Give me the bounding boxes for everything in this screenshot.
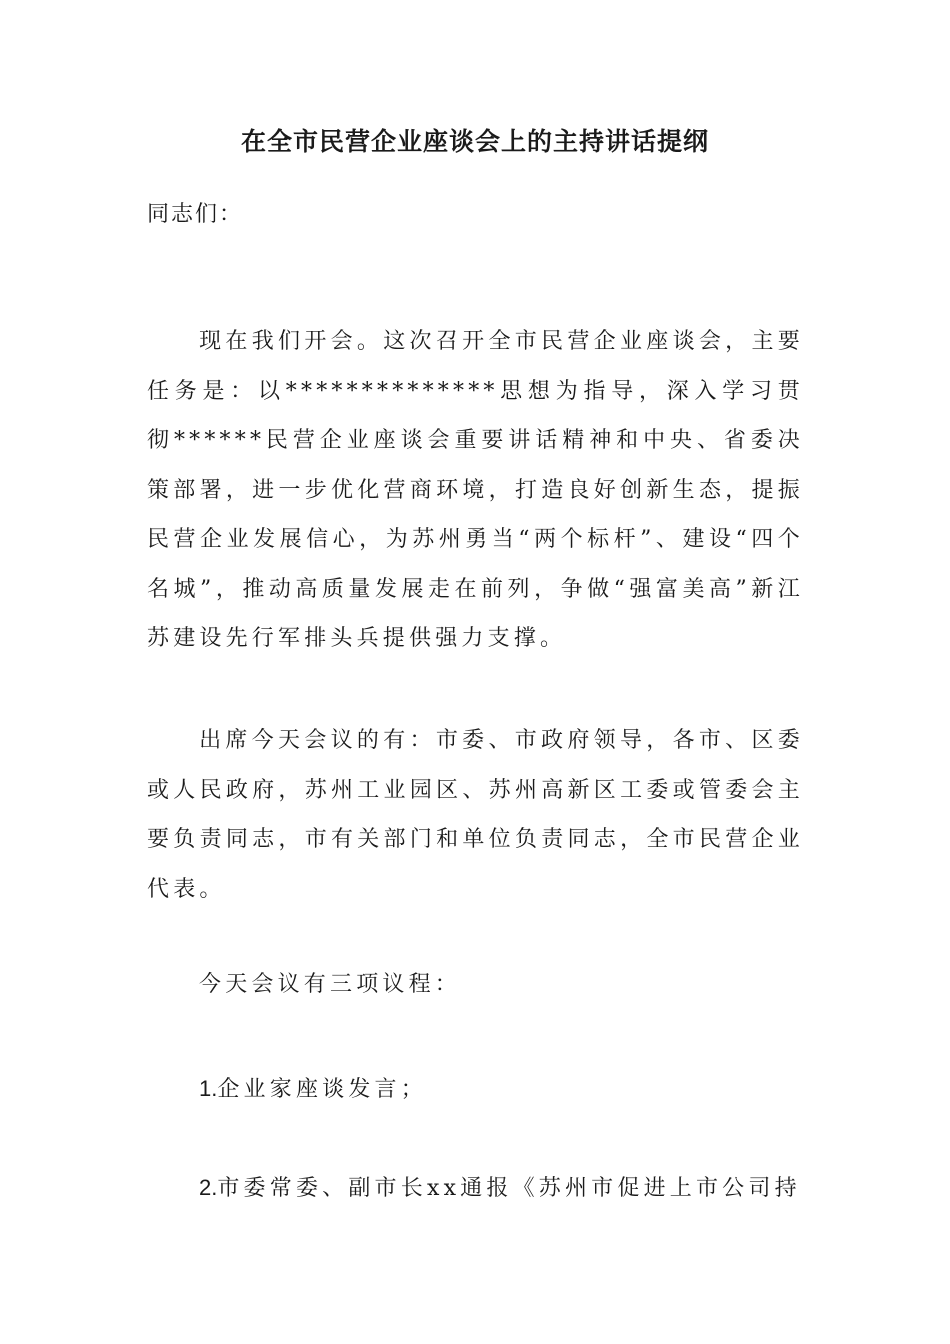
agenda-item-number: 2. xyxy=(199,1175,218,1200)
agenda-item-1 xyxy=(147,1064,804,1115)
paragraph-agenda-intro xyxy=(147,960,804,1010)
document-title: 在全市民营企业座谈会上的主持讲话提纲 xyxy=(240,127,709,156)
agenda-item-text: 企业家座谈发言； xyxy=(217,1077,427,1102)
paragraph-text: 现在我们开会。这次召开全市民营企业座谈会，主要任务是：以**************思想为指导，深入学习贯彻******民营企业座谈会重要讲话精神和中央、省委决策部署，进一步优化营商环境，打造良好创新生态，提振民营企业发展信心，为苏州勇当“两个标杆”、建设“四个名城”，推动高质量发展走在前列，争做“强富美高”新江苏建设先行军排头兵提供强力支撑。 xyxy=(147,329,804,651)
agenda-item-number: 1. xyxy=(199,1076,218,1101)
salutation: 同志们： xyxy=(147,202,244,227)
agenda-item-2 xyxy=(147,1163,804,1214)
agenda-item-text: 市委常委、副市长xx通报《苏州市促进上市公司持 xyxy=(217,1176,801,1201)
paragraph-attendees xyxy=(147,716,804,914)
paragraph-text: 出席今天会议的有：市委、市政府领导，各市、区委或人民政府，苏州工业园区、苏州高新区工委或管委会主要负责同志，市有关部门和单位负责同志，全市民营企业代表。 xyxy=(147,728,804,902)
paragraph-text: 今天会议有三项议程： xyxy=(199,972,462,997)
paragraph-opening xyxy=(147,317,804,664)
